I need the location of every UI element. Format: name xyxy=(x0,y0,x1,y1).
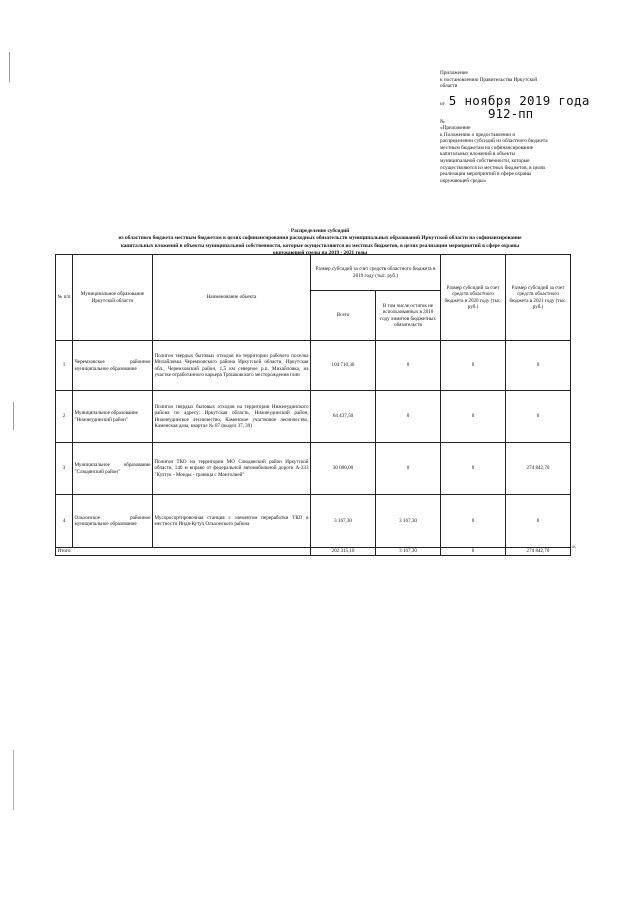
cell-2021: 0 xyxy=(506,391,571,443)
regulation-line: местным бюджетам на софинансирование xyxy=(440,144,534,151)
regulation-line: осуществляются из местных бюджетов, в целях xyxy=(440,164,546,171)
number-prefix: № xyxy=(440,119,445,125)
header-municipality: Муниципальное образование Иркутской области xyxy=(73,255,153,341)
table-row xyxy=(56,341,571,391)
cell-unused: 0 xyxy=(376,391,441,443)
regulation-line: к Положению о предоставлении и xyxy=(440,131,516,138)
appendix-line: Приложение xyxy=(440,70,468,76)
cell-municipality: Ольхонское районное муниципальное образование xyxy=(73,495,153,548)
cell-2021: 274 842,70 xyxy=(506,443,571,495)
header-object: Наименование объекта xyxy=(153,255,311,341)
cell-unused: 3 167,30 xyxy=(376,495,441,548)
cell-num: 2 xyxy=(56,391,73,443)
totals-2020: 0 xyxy=(441,548,506,556)
number-value: 912-пп xyxy=(488,106,534,121)
cell-num: 3 xyxy=(56,443,73,495)
date-value: 5 ноября 2019 года xyxy=(448,93,590,108)
title-heading: Распределение субсидий xyxy=(290,228,350,234)
scan-margin-mark xyxy=(13,402,14,430)
header-2019-group: Размер субсидий за счет средств областного бюджета в 2019 году (тыс. руб.) xyxy=(311,255,441,291)
scan-margin-mark xyxy=(9,52,10,82)
cell-num: 4 xyxy=(56,495,73,548)
appendix-line: к постановлению Правительства Иркутской xyxy=(440,76,538,83)
cell-object: Полигон твердых бытовых отходов на территории Нижнеудинского района по адресу: Иркутская область, Нижнеудинский район, Нижнеудинское лесничество, Каменское участковое лесничество, Каменская дача, квартал № 87 (выдел 37, 39) xyxy=(153,391,311,443)
title-line: капитальных вложений в объекты муниципальной собственности, которые осуществляются из местных бюджетов, в целях реализации мероприятий в сфере охраны xyxy=(120,242,520,249)
subsidy-table xyxy=(55,254,571,556)
regulation-line: капитальных вложений в объекты xyxy=(440,151,515,158)
regulation-line: распределении субсидий из областного бюджета xyxy=(440,138,548,145)
cell-municipality: Муниципальное образование "Нижнеудинский район" xyxy=(73,391,153,443)
totals-row xyxy=(56,548,571,556)
totals-2021: 274 842,70 xyxy=(506,548,571,556)
cell-2021: 0 xyxy=(506,495,571,548)
totals-unused: 3 167,30 xyxy=(376,548,441,556)
cell-object: Полигон ТКО на территории МО Слюдянский район Иркутской области, 140 м вправо от федеральной автомобильной дороги А-333 "Култук - Монды - граница с Монголией" xyxy=(153,443,311,495)
totals-label: Итого: xyxy=(56,548,311,556)
cell-object: Полигон твердых бытовых отходов на территории рабочего поселка Михайловка Черемховского района Иркутской области, Иркутская обл., Черемховский район, 1,5 км северное р.п. Михайловка, на участке отработанного карьера Трошковского месторождения глин xyxy=(153,341,311,391)
title-line: окружающей среды на 2019 - 2021 годы xyxy=(272,250,368,257)
cell-2020: 0 xyxy=(441,341,506,391)
cell-unused: 0 xyxy=(376,443,441,495)
cell-2020: 0 xyxy=(441,391,506,443)
regulation-line: муниципальной собственности, которые xyxy=(440,157,530,164)
cell-2021: 0 xyxy=(506,341,571,391)
regulation-line: реализации мероприятий в сфере охраны xyxy=(440,171,532,178)
cell-total: 104 710,30 xyxy=(311,341,376,391)
header-2021: Размер субсидий за счет средств областного бюджета в 2021 году (тыс. руб.) xyxy=(506,255,571,341)
cell-municipality: Муниципальное образование "Слюдянский район" xyxy=(73,443,153,495)
date-prefix: от xyxy=(440,101,445,107)
title-line: из областного бюджета местным бюджетам в целях софинансирования расходных обязательств муниципальных образований Иркутской области на софинансирование xyxy=(118,235,522,242)
cell-total: 3 167,30 xyxy=(311,495,376,548)
header-num: № п/п xyxy=(56,255,73,341)
cell-municipality: Черемховское районное муниципальное образование xyxy=(73,341,153,391)
cell-num: 1 xyxy=(56,341,73,391)
table-header-row xyxy=(56,255,571,291)
cell-total: 64 437,50 xyxy=(311,391,376,443)
appendix-header xyxy=(440,70,610,90)
totals-total: 202 315,10 xyxy=(311,548,376,556)
table-row xyxy=(56,443,571,495)
header-total: Всего xyxy=(311,291,376,341)
regulation-line: окружающей среды» xyxy=(440,177,487,184)
closing-quote-mark: ». xyxy=(572,544,577,550)
header-unused: В том числе остаток не использованных в 2018 году лимитов бюджетных обязательств xyxy=(376,291,441,341)
scan-margin-mark xyxy=(13,750,14,810)
appendix-line: области xyxy=(440,83,458,90)
table-row xyxy=(56,391,571,443)
cell-total: 30 000,00 xyxy=(311,443,376,495)
regulation-reference xyxy=(440,125,600,184)
cell-2020: 0 xyxy=(441,495,506,548)
header-2020: Размер субсидий за счет средств областного бюджета в 2020 году (тыс. руб.) xyxy=(441,255,506,341)
cell-unused: 0 xyxy=(376,341,441,391)
table-row xyxy=(56,495,571,548)
regulation-line: «Приложение xyxy=(440,125,471,131)
cell-object: Мусоросортировочная станция с элементом переработки ТКО в местности Индя-Кутул Ольхонского района xyxy=(153,495,311,548)
cell-2020: 0 xyxy=(441,443,506,495)
